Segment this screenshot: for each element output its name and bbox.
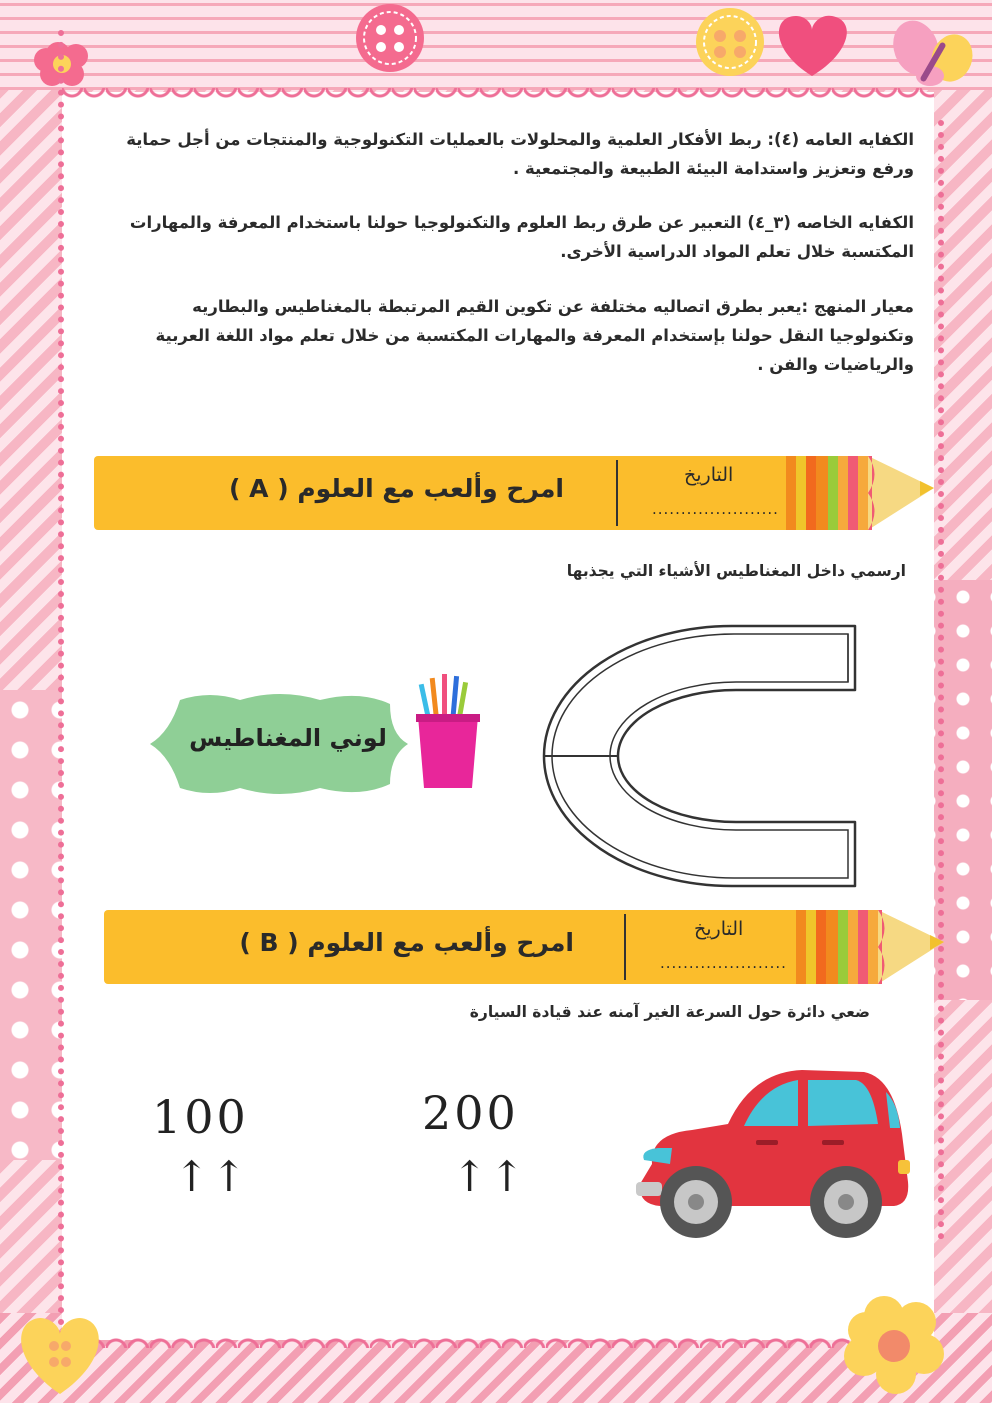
heart-icon (779, 16, 847, 76)
top-scalloped-border (62, 88, 934, 100)
butterfly-icon (886, 14, 979, 87)
magnet-drawing-area[interactable] (540, 622, 870, 892)
activity-b-banner (104, 910, 950, 984)
date-blank[interactable]: ...................... (660, 954, 787, 972)
date-label: التاريخ (694, 918, 744, 940)
heart-button-icon (21, 1318, 99, 1394)
date-label: التاريخ (684, 464, 734, 486)
activity-b-instruction: ضعي دائرة حول السرعة الغير آمنه عند قيادة السيارة (469, 1003, 870, 1021)
color-label-text: لوني المغناطيس (189, 724, 387, 752)
speed-option-100[interactable]: 100 (152, 1090, 249, 1144)
specific-competency: الكفايه الخاصه (٣_٤) التعبير عن طرق ربط العلوم والتكنولوجيا حولنا باستخدام المعرفة والمهارات المكتسبة خلال تعلم المواد الدراسية الأخرى. (129, 213, 914, 261)
yellow-button-icon (696, 8, 764, 76)
arrows-up-icon: ↑↑ (452, 1152, 527, 1201)
pencil-tip-icon (796, 910, 950, 984)
banner-separator (624, 914, 626, 980)
left-dotted-frame (58, 30, 74, 1350)
date-blank[interactable]: ...................... (652, 500, 779, 518)
right-dotted-frame (928, 120, 944, 1240)
yellow-flower-icon (844, 1296, 944, 1394)
speed-option-200[interactable]: 200 (422, 1086, 519, 1140)
activity-a-banner (94, 456, 940, 530)
pink-button-icon (356, 4, 424, 72)
general-competency: الكفايه العامه (٤): ربط الأفكار العلمية والمحلولات بالعمليات التكنولوجية والمنتجات من أجل حماية ورفع وتعزيز واستدامة البيئة الطبيعة والمجتمعية . (126, 130, 914, 178)
arrows-up-icon: ↑↑ (174, 1152, 249, 1201)
pencil-cup-icon (414, 670, 484, 792)
banner-separator (616, 460, 618, 526)
curriculum-standard: معيار المنهج :يعبر بطرق اتصاليه مختلفة عن تكوين القيم المرتبطة بالمغناطيس والبطاريه وتكنولوجيا النقل حولنا بإستخدام المعرفة والمهارات المكتسبة من خلال تعلم مواد اللغة العربية والرياضيات والفن . (155, 297, 914, 374)
activity-b-title: امرح وألعب مع العلوم ( B ) (239, 928, 574, 957)
activity-a-instruction: ارسمي داخل المغناطيس الأشياء التي يجذبها (566, 562, 906, 580)
bottom-decorations (0, 1290, 992, 1403)
activity-a-title: امرح وألعب مع العلوم ( A ) (229, 474, 564, 503)
pencil-tip-icon (786, 456, 940, 530)
red-car-icon (632, 1064, 916, 1242)
